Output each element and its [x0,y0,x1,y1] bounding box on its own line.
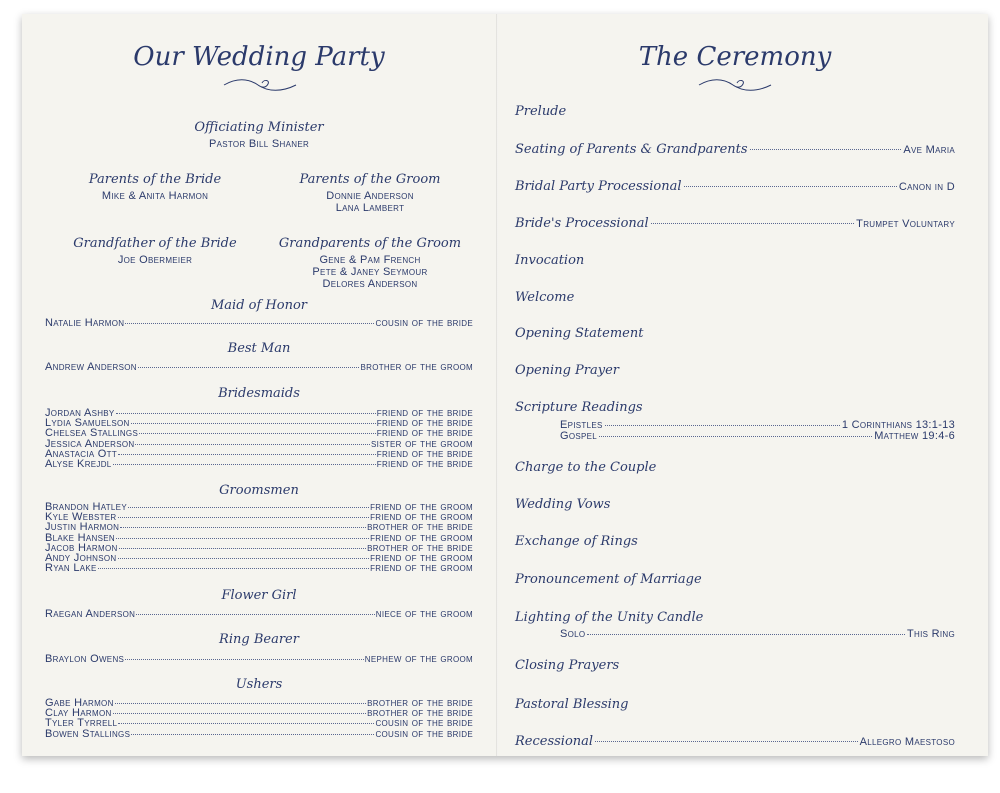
ceremony-item-title: Invocation [515,253,585,268]
member-name: Andy Johnson [45,551,117,564]
ring-bearer-title: Ring Bearer [219,632,299,647]
member-name: Jacob Harmon [45,541,118,554]
ceremony-item-title: Bridal Party Processional [515,179,682,194]
dot-leader [120,527,366,528]
ceremony-item-title: Opening Statement [515,326,644,341]
member-relation: brother of the bride [367,541,473,554]
party-member-row [45,362,473,372]
sub-item-label: Epistles [560,419,603,431]
member-relation: nephew of the groom [364,653,473,665]
flourish-icon [222,76,298,94]
member-name: Anastacia Ott [45,447,118,460]
grandfather-of-bride-role: Grandfather of the Bride [73,236,237,251]
ceremony-item [515,534,955,549]
dot-leader [116,538,369,539]
member-relation: friend of the groom [370,562,473,575]
flourish-icon [697,76,773,94]
ceremony-item-title: Closing Prayers [515,658,620,673]
ceremony-item [515,326,955,341]
wedding-party-page [40,14,478,756]
ceremony-item [515,400,955,415]
flower-girl-title: Flower Girl [221,588,297,603]
ushers-title: Ushers [235,677,283,692]
center-fold [496,14,498,756]
dot-leader [125,659,364,660]
ceremony-item [515,142,955,157]
member-name: Gabe Harmon [45,697,114,709]
dot-leader [113,464,376,465]
sub-item-value: This Ring [907,628,955,640]
dot-leader [651,223,854,224]
flower-girl-list [45,609,473,619]
member-name: Clay Harmon [45,707,112,720]
member-relation: brother of the bride [367,697,473,709]
sub-item-value: 1 Corinthians 13:1-13 [841,419,955,431]
dot-leader [750,149,902,150]
member-relation: friend of the groom [370,551,473,564]
maid-of-honor-list [45,318,473,328]
ceremony-item [515,734,955,749]
member-name: Lydia Samuelson [45,417,130,430]
dot-leader [125,323,374,324]
member-relation: cousin of the bride [375,317,473,329]
member-name: Raegan Anderson [45,608,136,620]
member-relation: friend of the bride [376,447,473,460]
ceremony-item-title: Lighting of the Unity Candle [515,610,704,625]
ceremony-item [515,104,955,119]
ceremony-item [515,290,955,305]
parents-of-groom-role: Parents of the Groom [299,172,441,187]
member-relation: brother of the bride [367,707,473,720]
member-relation: friend of the groom [370,531,473,544]
member-relation: cousin of the bride [375,717,473,730]
bridesmaids-list [45,408,473,469]
grandparents-of-groom-role: Grandparents of the Groom [278,236,462,251]
member-name: Kyle Webster [45,511,117,524]
member-name: Brandon Hatley [45,501,127,513]
ceremony-item-title: Wedding Vows [515,497,611,512]
member-relation: friend of the bride [376,417,473,430]
dot-leader [131,734,374,735]
member-relation: brother of the groom [360,361,473,373]
dot-leader [595,741,858,742]
dot-leader [128,507,369,508]
ceremony-item-music: Trumpet Voluntary [856,218,955,230]
member-relation: friend of the groom [370,511,473,524]
ceremony-sub-item [560,431,955,442]
party-member-row [45,654,473,664]
member-name: Blake Hansen [45,531,115,544]
member-name: Braylon Owens [45,653,125,665]
dot-leader [131,423,376,424]
ceremony-item-title: Seating of Parents & Grandparents [515,142,748,157]
member-relation: cousin of the bride [375,727,473,740]
dot-leader [139,433,376,434]
dot-leader [113,713,367,714]
ceremony-item-title: Recessional [515,734,594,749]
dot-leader [98,568,369,569]
dot-leader [118,454,376,455]
dot-leader [587,634,905,635]
wedding-party-title: Our Wedding Party [133,42,385,72]
ceremony-item-title: Opening Prayer [515,363,619,378]
ceremony-item [515,363,955,378]
ceremony-item-title: Pronouncement of Marriage [515,572,702,587]
sub-item-label: Solo [560,628,586,640]
member-relation: friend of the bride [376,407,473,419]
party-member-row [45,318,473,328]
ceremony-item-title: Bride's Processional [515,216,649,231]
ceremony-item [515,253,955,268]
member-relation: sister of the groom [371,437,473,450]
member-relation: brother of the bride [367,521,473,534]
member-name: Alyse Krejdl [45,457,112,470]
grandparents-of-groom-names: Gene & Pam French Pete & Janey Seymour Delores Anderson [312,254,428,290]
ceremony-item [515,610,955,625]
ceremony-item [515,497,955,512]
dot-leader [605,425,840,426]
dot-leader [135,444,370,445]
parents-of-groom-names: Donnie Anderson Lana Lambert [326,190,414,214]
ceremony-item [515,460,955,475]
ceremony-item-title: Scripture Readings [515,400,643,415]
ring-bearer-list [45,654,473,664]
best-man-title: Best Man [227,341,291,356]
party-member-row [45,609,473,619]
grandfather-of-bride-names: Joe Obermeier [117,254,193,266]
parents-of-bride-names: Mike & Anita Harmon [101,190,209,202]
ceremony-item-title: Exchange of Rings [515,534,638,549]
dot-leader [118,558,370,559]
ceremony-item-music: Allegro Maestoso [859,736,955,748]
ceremony-item-title: Pastoral Blessing [515,697,629,712]
ceremony-item [515,179,955,194]
dot-leader [115,703,367,704]
ceremony-sub-item [560,629,955,640]
dot-leader [138,367,360,368]
dot-leader [118,517,370,518]
ceremony-item [515,572,955,587]
member-relation: friend of the groom [370,501,473,513]
member-name: Natalie Harmon [45,317,125,329]
member-relation: niece of the groom [375,608,473,620]
ceremony-page [515,14,955,756]
dot-leader [684,186,897,187]
dot-leader [119,548,367,549]
member-name: Justin Harmon [45,521,120,534]
member-name: Jessica Anderson [45,437,135,450]
party-member-row [45,563,473,573]
member-name: Andrew Anderson [45,361,137,373]
member-name: Jordan Ashby [45,407,115,419]
ceremony-item-music: Canon in D [898,181,955,193]
ceremony-item-title: Charge to the Couple [515,460,657,475]
parents-of-bride-role: Parents of the Bride [88,172,222,187]
member-relation: friend of the bride [376,457,473,470]
officiating-minister-role: Officiating Minister [194,120,324,135]
sub-item-value: Matthew 19:4-6 [874,430,955,442]
groomsmen-list [45,502,473,573]
dot-leader [118,723,374,724]
dot-leader [116,413,376,414]
ceremony-item [515,697,955,712]
ceremony-item [515,216,955,231]
ceremony-item [515,658,955,673]
member-name: Ryan Lake [45,562,97,575]
best-man-list [45,362,473,372]
sub-item-label: Gospel [560,430,598,442]
member-name: Tyler Tyrrell [45,717,118,730]
program-sheet [22,14,988,756]
bridesmaids-title: Bridesmaids [218,386,300,401]
officiating-minister-name: Pastor Bill Shaner [208,138,310,150]
ceremony-item-music: Ave Maria [903,144,955,156]
party-member-row [45,729,473,739]
member-name: Bowen Stallings [45,727,131,740]
member-name: Chelsea Stallings [45,427,139,440]
dot-leader [599,436,872,437]
ceremony-item-title: Prelude [515,104,567,119]
ushers-list [45,698,473,739]
ceremony-title: The Ceremony [638,42,832,72]
groomsmen-title: Groomsmen [219,483,299,498]
dot-leader [136,614,375,615]
party-member-row [45,459,473,469]
ceremony-item-title: Welcome [515,290,575,305]
member-relation: friend of the bride [376,427,473,440]
maid-of-honor-title: Maid of Honor [210,298,308,313]
